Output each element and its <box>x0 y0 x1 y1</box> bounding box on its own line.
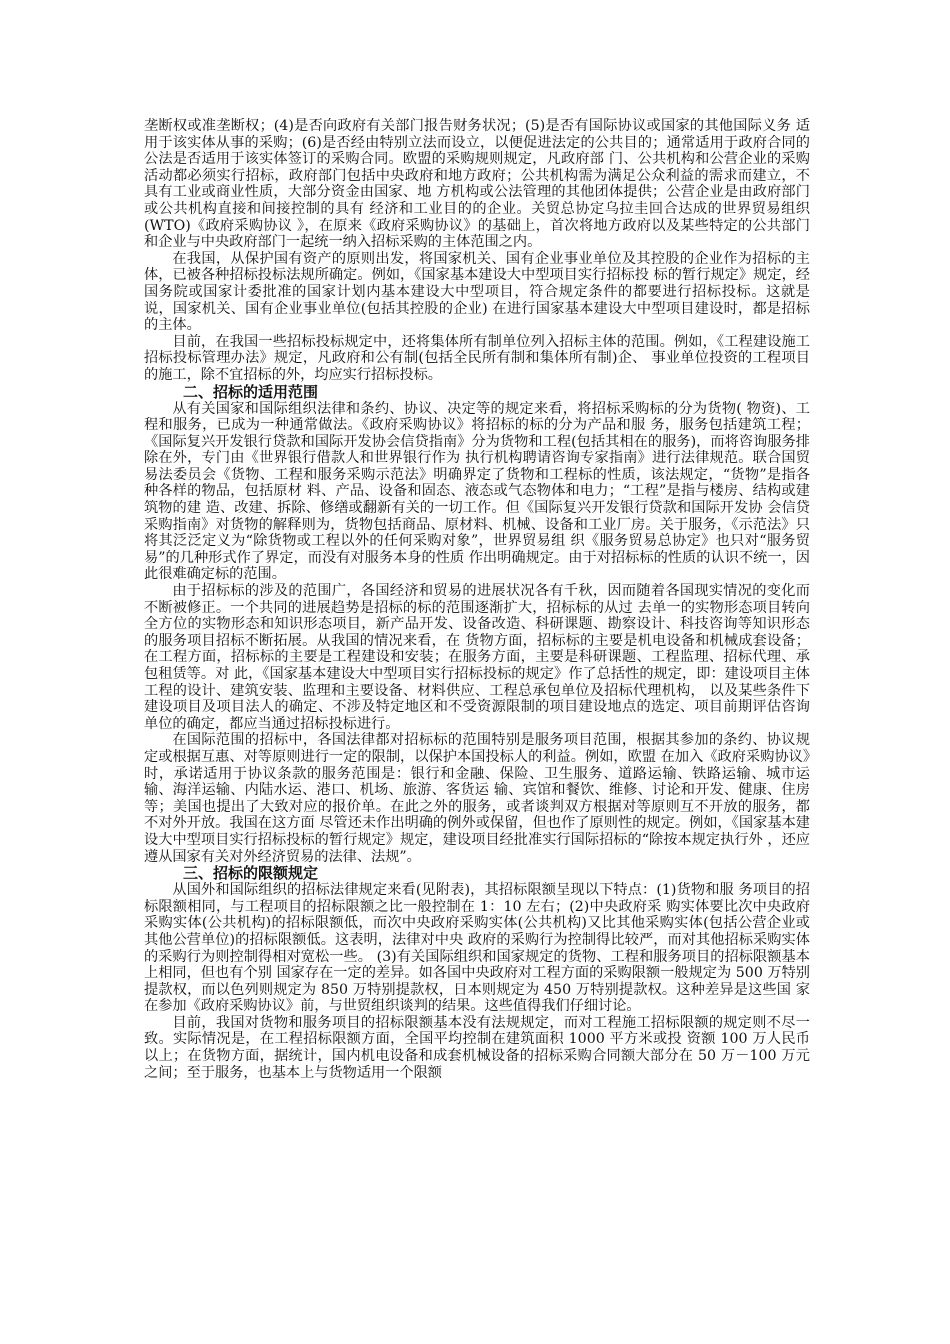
document-page <box>144 118 810 1081</box>
paragraph-threshold-features: 从国外和国际组织的招标法律规定来看(见附表)，其招标限额呈现以下特点：(1)货物和服 务项目的招标限额相同，与工程项目的招标限额之比一般控制在 1：10 左右；(2)中央政府采 购实体要比次中央政府采购实体(公共机构)的招标限额低，而次中央政府采购实体(公共机构)又比其他采购实体(包括公营企业或其他公营单位)的招标限额低。这表明，法律对中央 政府的采购行为控制得比较严，而对其他招标采购实体的采购行为则控制得相对宽松一些。 (3)有关国际组织和国家规定的货物、工程和服务项目的招标限额基本上相同，但也有个别 国家存在一定的差异。如各国中央政府对工程方面的采购限额一般规定为 500 万特别提款权，而以色列则规定为 850 万特别提款权，日本则规定为 450 万特别提款权。这种差异是这些国 家在参加《政府采购协议》前，与世贸组织谈判的结果。这些值得我们仔细讨论。 <box>144 882 810 1015</box>
paragraph-scope-expansion: 由于招标标的涉及的范围广，各国经济和贸易的进展状况各有千秋，因而随着各国现实情况的变化而不断被修正。一个共同的进展趋势是招标的标的范围逐渐扩大，招标标的从过 去单一的实物形态项目转向全方位的实物形态和知识形态项目，新产品开发、设备改造、科研课题、勘察设计、科技咨询等知识形态的服务项目招标不断拓展。从我国的情况来看，在 货物方面，招标标的主要是机电设备和机械成套设备；在工程方面，招标标的主要是工程建设和安装；在服务方面，主要是科研课题、工程监理、招标代理、承包租赁等。对 此，《国家基本建设大中型项目实行招标投标的规定》作了总括性的规定，即：建设项目主体工程的设计、建筑安装、监理和主要设备、材料供应、工程总承包单位及招标代理机构， 以及某些条件下建设项目及项目法人的确定、不涉及特定地区和不受资源限制的项目建设地点的选定、项目前期评估咨询单位的确定，都应当通过招标投标进行。 <box>144 583 810 732</box>
paragraph-china-thresholds: 目前，我国对货物和服务项目的招标限额基本没有法规规定，而对工程施工招标限额的规定则不尽一致。实际情况是，在工程招标限额方面，全国平均控制在建筑面积 1000 平方米或投 资额 100 万人民币以上；在货物方面，据统计，国内机电设备和成套机械设备的招标采购合同额大部分在 50 万－100 万元之间；至于服务，也基本上与货物适用一个限额 <box>144 1014 810 1081</box>
paragraph-collective-ownership: 目前，在我国一些招标投标规定中，还将集体所有制单位列入招标主体的范围。例如，《工程建设施工招标投标管理办法》规定，凡政府和公有制(包括全民所有制和集体所有制)企、 事业单位投资的工程项目的施工，除不宜招标的外，均应实行招标投标。 <box>144 333 810 383</box>
paragraph-eu-procurement-entities: 垄断权或准垄断权；(4)是否向政府有关部门报告财务状况；(5)是否有国际协议或国家的其他国际义务 适用于该实体从事的采购；(6)是否经由特别立法而设立，以便促进法定的公共目的；通常适用于政府合同的公法是否适用于该实体签订的采购合同。欧盟的采购规则规定，凡政府部 门、公共机构和公营企业的采购活动都必须实行招标，政府部门包括中央政府和地方政府；公共机构需为满足公众利益的需求而建立，不具有工业或商业性质，大部分资金由国家、地 方机构或公法管理的其他团体提供；公营企业是由政府部门或公共机构直接和间接控制的具有 经济和工业目的的企业。关贸总协定乌拉圭回合达成的世界贸易组织(WTO)《政府采购协议 》，在原来《政府采购协议》的基础上，首次将地方政府以及某些特定的公共部门和企业与中央政府部门一起统一纳入招标采购的主体范围之内。 <box>144 118 810 251</box>
paragraph-subject-matter-classification: 从有关国家和国际组织法律和条约、协议、决定等的规定来看，将招标采购标的分为货物( 物资)、工程和服务，已成为一种通常做法。《政府采购协议》将招标的标的分为产品和服 务，服务包括建筑工程；《国际复兴开发银行贷款和国际开发协会信贷指南》分为货物和工程(包括其相在的服务)，而将咨询服务排除在外，专门由《世界银行借款人和世界银行作为 执行机构聘请咨询专家指南》进行法律规范。联合国贸易法委员会《货物、工程和服务采购示范法》明确界定了货物和工程标的性质，该法规定，“货物”是指各种各样的物品，包括原材 料、产品、设备和固态、液态或气态物体和电力；“工程”是指与楼房、结构或建筑物的建 造、改建、拆除、修缮或翻新有关的一切工作。但《国际复兴开发银行贷款和国际开发协 会信贷采购指南》对货物的解释则为，货物包括商品、原材料、机械、设备和工业厂房。关于服务，《示范法》只将其泛泛定义为“除货物或工程以外的任何采购对象”，世界贸易组 织《服务贸易总协定》也只对“服务贸易”的几种形式作了界定，而没有对服务本身的性质 作出明确规定。由于对招标标的性质的认识不统一，因此很难确定标的范围。 <box>144 400 810 583</box>
paragraph-china-procurement-subjects: 在我国，从保护国有资产的原则出发，将国家机关、国有企业事业单位及其控股的企业作为招标的主体，已被各种招标投标法规所确定。例如，《国家基本建设大中型项目实行招标投 标的暂行规定》规定，经国务院或国家计委批准的国家计划内基本建设大中型项目，符合规定条件的都要进行招标投标。这就是说，国家机关、国有企业事业单位(包括其控股的企业) 在进行国家基本建设大中型项目建设时，都是招标的主体。 <box>144 250 810 334</box>
section-heading-thresholds: 三、招标的限额规定 <box>183 864 319 883</box>
paragraph-international-scope: 在国际范围的招标中，各国法律都对招标标的范围特别是服务项目范围，根据其参加的条约、协议规定或根据互惠、对等原则进行一定的限制，以保护本国投标人的利益。例如，欧盟 在加入《政府采购协议》时，承诺适用于协议条款的服务范围是：银行和金融、保险、卫生服务、道路运输、铁路运输、城市运输、海洋运输、内陆水运、港口、机场、旅游、客货运 输、宾馆和餐饮、维修、讨论和开发、健康、住房等；美国也提出了大致对应的报价单。在此之外的服务，或者谈判双方根据对等原则互不开放的服务，都不对外开放。我国在这方面 尽管还未作出明确的例外或保留，但也作了原则性的规定。例如，《国家基本建设大中型项目实行招标投标的暂行规定》规定，建设项目经批准实行国际招标的“除按本规定执行外 ，还应遵从国家有关对外经济贸易的法律、法规”。 <box>144 732 810 865</box>
section-heading-scope: 二、招标的适用范围 <box>183 382 319 401</box>
